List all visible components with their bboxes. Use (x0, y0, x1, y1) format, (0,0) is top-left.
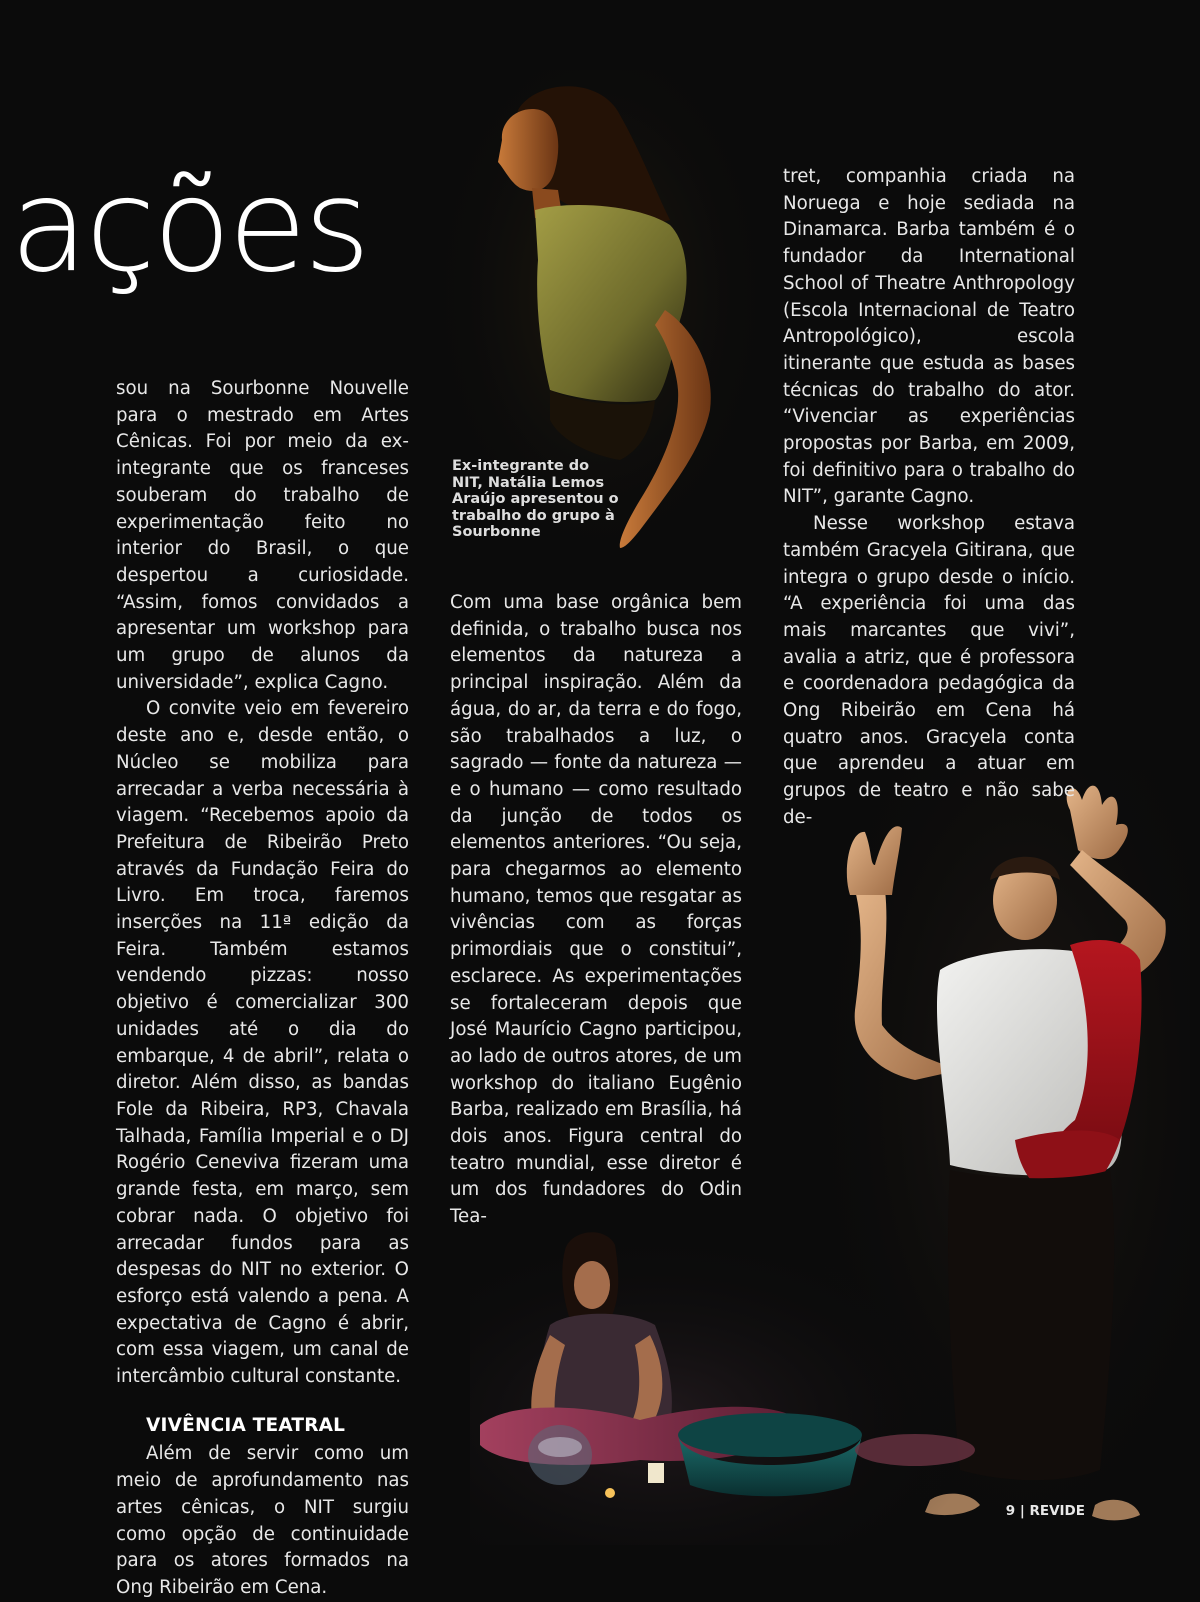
column3-paragraph-2: Nesse workshop estava também Gracyela Gitirana, que integra o grupo desde o início. “A experiência foi uma das mais marcantes que vivi”, avalia a atriz, que é professora e coordenadora pedagógica da Ong Ribeirão em Cena há quatro anos. Gracyela conta que aprendeu a atuar em grupos de teatro e não sabe de- (783, 513, 1075, 828)
page-folio: 9 | REVIDE (1005, 1503, 1085, 1519)
section-subheading: VIVÊNCIA TEATRAL (146, 1414, 346, 1436)
column3-paragraph-1: tret, companhia criada na Noruega e hoje sediada na Dinamarca. Barba também é o fundador da International School of Theatre Anthropology (Escola Internacional de Teatro Antropológico), escola itinerante que estuda as bases técnicas do trabalho do ator. “Vivenciar as experiências propostas por Barba, em 2009, foi definitivo para o trabalho do NIT”, garante Cagno. (783, 166, 1075, 508)
text-column-1 (116, 376, 409, 1602)
headline: ações (10, 152, 368, 301)
column1-paragraph-3: Além de servir como um meio de aprofundamento nas artes cênicas, o NIT surgiu como opção de continuidade para os atores formados na Ong Ribeirão em Cena. (116, 1443, 409, 1598)
column1-paragraph-1: sou na Sourbonne Nouvelle para o mestrado em Artes Cênicas. Foi por meio da ex-integrante que os franceses souberam do trabalho de experimentação feito no interior do Brasil, o que despertou a curiosidade. “Assim, fomos convidados a apresentar um workshop para um grupo de alunos da universidade”, explica Cagno. (116, 378, 409, 693)
text-column-3 (783, 164, 1075, 832)
column2-paragraph-1: Com uma base orgânica bem definida, o trabalho busca nos elementos da natureza a principal inspiração. Além da água, do ar, da terra e do fogo, são trabalhados a luz, o sagrado — fonte da natureza — e o humano — como resultado da junção de todos os elementos anteriores. “Ou seja, para chegarmos ao elemento humano, temos que resgatar as vivências com as forças primordiais que o constitui”, esclarece. As experimentações se fortaleceram depois que José Maurício Cagno participou, ao lado de outros atores, de um workshop do italiano Eugênio Barba, realizado em Brasília, há dois anos. Figura central do teatro mundial, esse diretor é um dos fundadores do Odin Tea- (450, 592, 742, 1228)
photo-caption: Ex-integrante do NIT, Natália Lemos Araújo apresentou o trabalho do grupo à Sourbonne (452, 458, 619, 540)
text-column-2 (450, 590, 742, 1231)
photo-performer-seated-bowls (470, 1225, 1010, 1545)
column1-paragraph-2: O convite veio em fevereiro deste ano e, desde então, o Núcleo se mobiliza para arrecadar a verba necessária à viagem. “Recebemos apoio da Prefeitura de Ribeirão Preto através da Fundação Feira do Livro. Em troca, faremos inserções na 11ª edição da Feira. Também estamos vendendo pizzas: nosso objetivo é comercializar 300 unidades até o dia do embarque, 4 de abril”, relata o diretor. Além disso, as bandas Fole da Ribeira, RP3, Chavala Talhada, Família Imperial e o DJ Rogério Ceneviva fizeram uma grande festa, em março, sem cobrar nada. O objetivo foi arrecadar fundos para as despesas do NIT no exterior. O esforço está valendo a pena. A expectativa de Cagno é abrir, com essa viagem, um canal de intercâmbio cultural constante. (116, 698, 409, 1388)
